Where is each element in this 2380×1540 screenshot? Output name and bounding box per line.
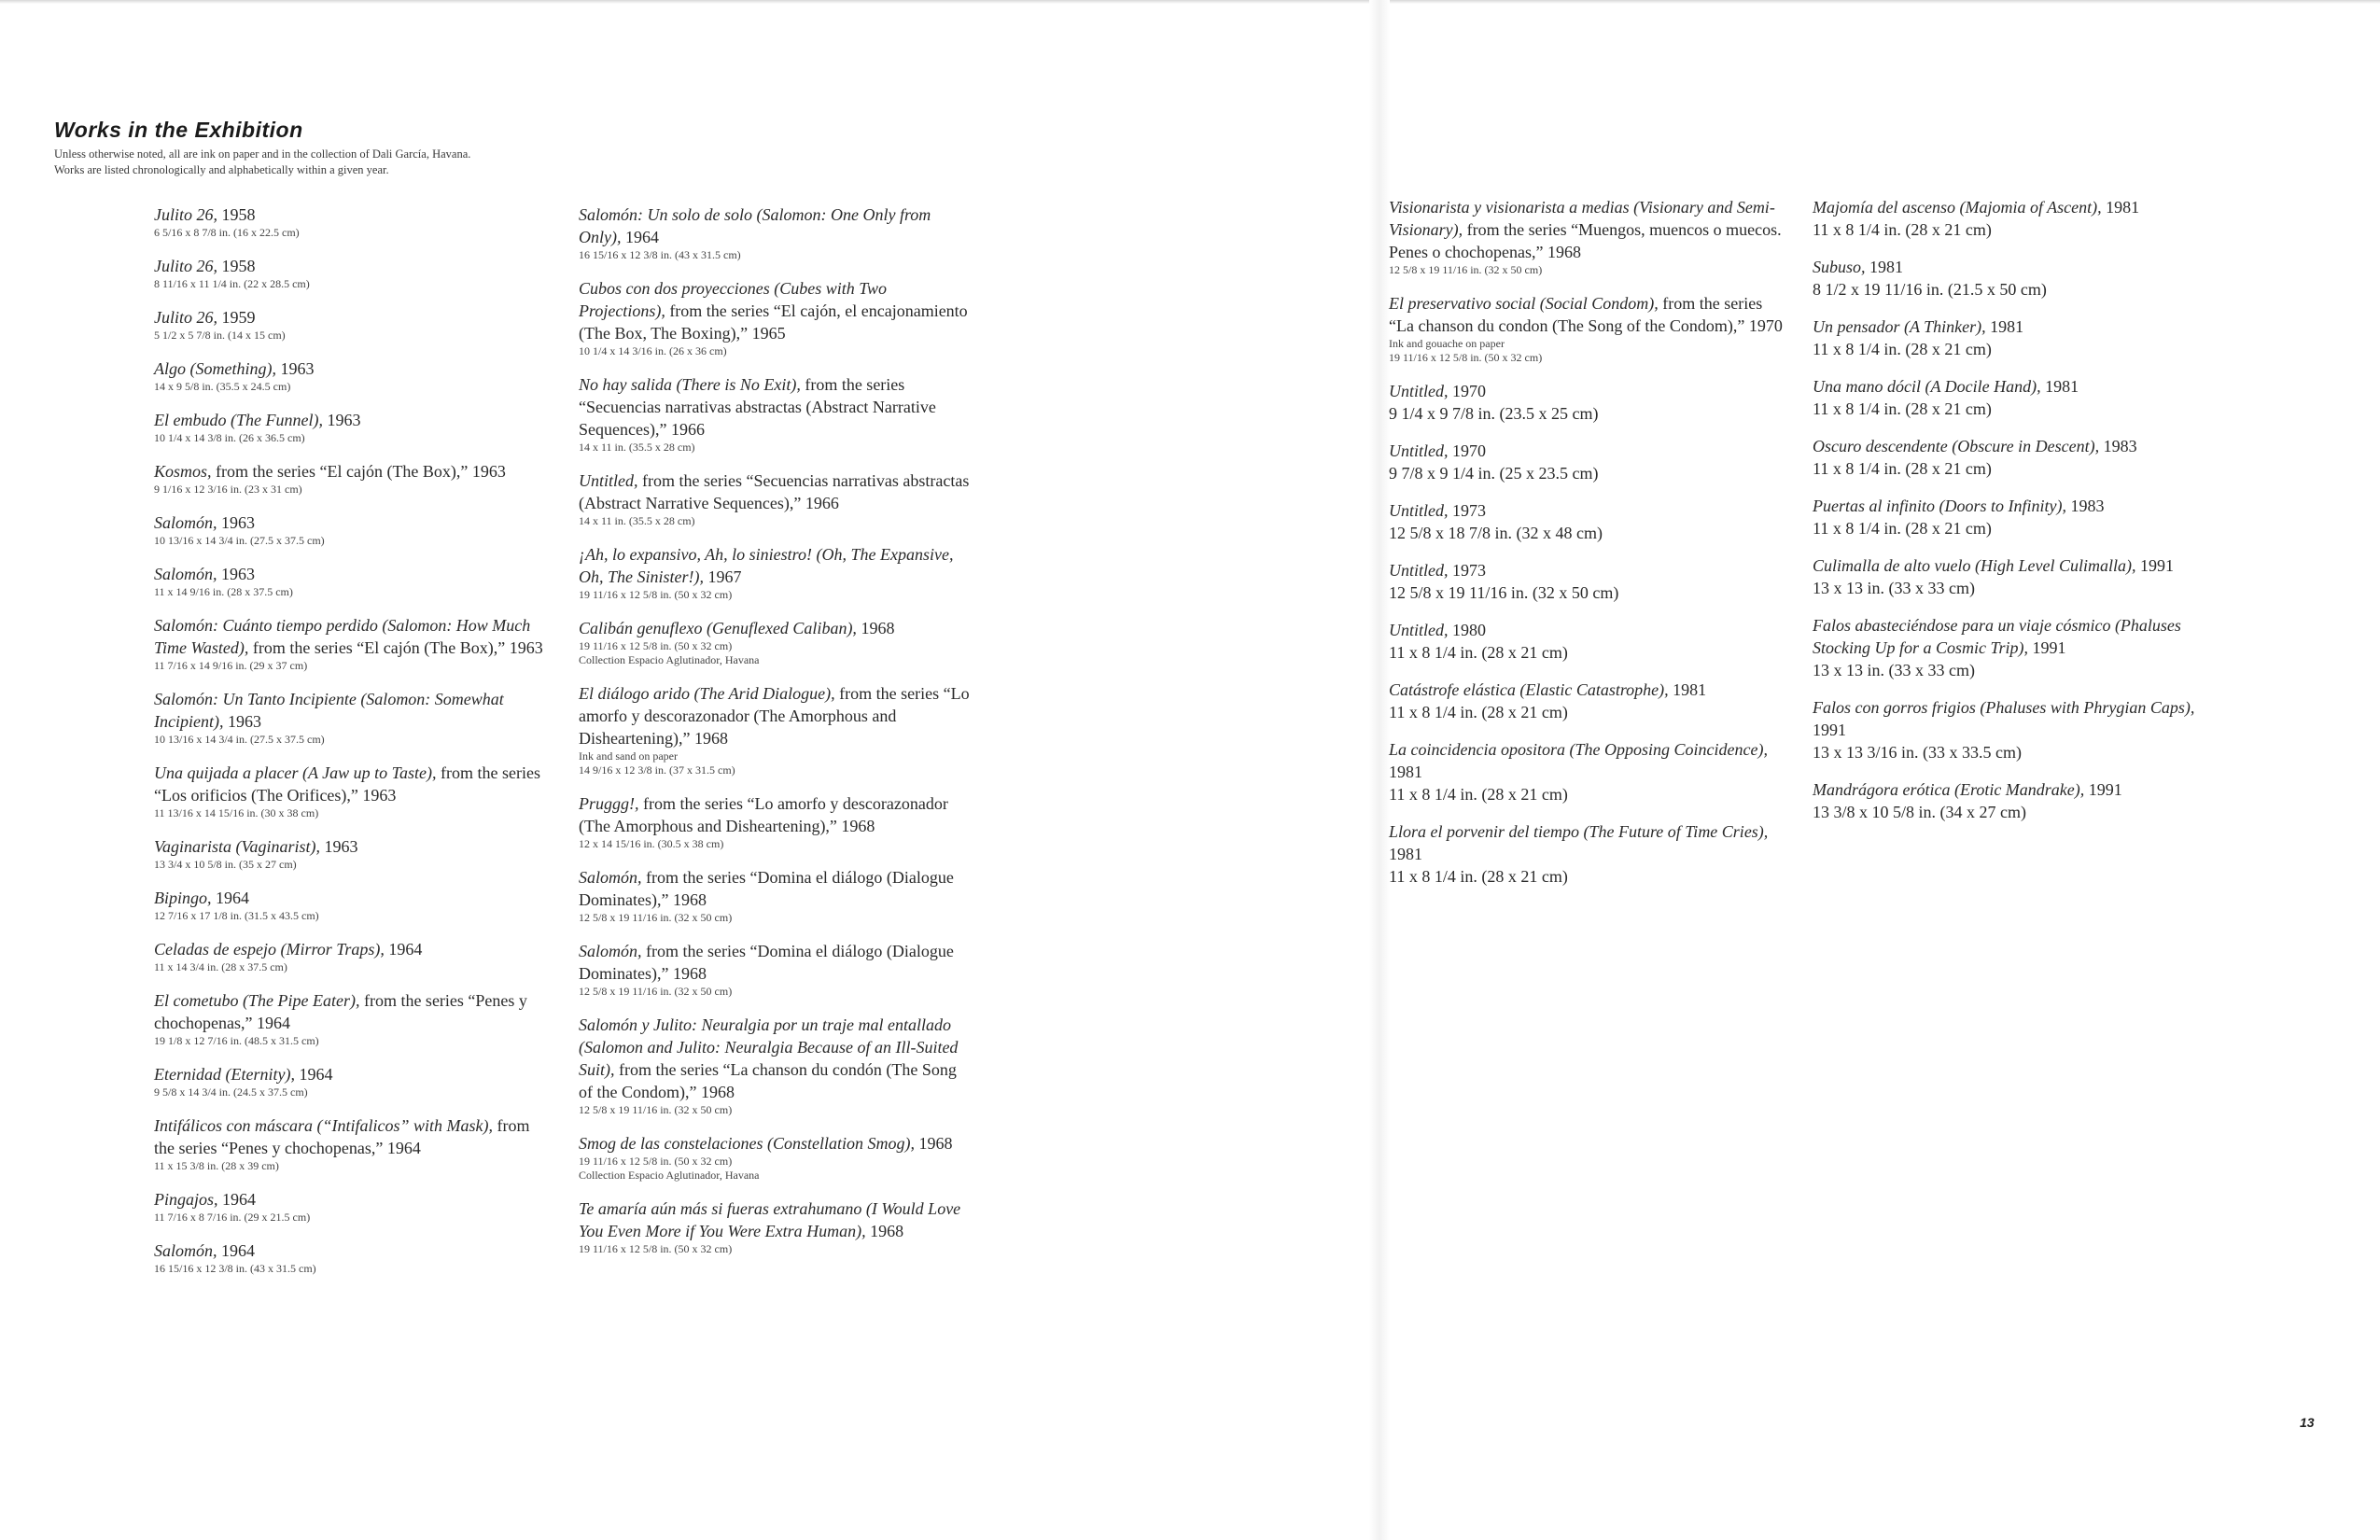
work-entry — [579, 277, 971, 358]
work-entry — [154, 1239, 546, 1276]
work-title — [154, 1114, 546, 1159]
work-collection: Collection Espacio Aglutinador, Havana — [579, 653, 760, 666]
work-title-italic: El preservativo social (Social Condom), — [1389, 294, 1659, 313]
work-title-italic: Kosmos, — [154, 462, 212, 481]
work-title — [1813, 778, 2214, 801]
work-dimensions: 10 13/16 x 14 3/4 in. (27.5 x 37.5 cm) — [154, 534, 325, 547]
work-entry — [1389, 820, 1790, 888]
work-dimensions: 9 7/8 x 9 1/4 in. (25 x 23.5 cm) — [1389, 464, 1599, 483]
work-entry — [579, 1132, 971, 1183]
work-title-italic: Catástrofe elástica (Elastic Catastrophe), — [1389, 680, 1669, 699]
work-title-italic: El cometubo (The Pipe Eater), — [154, 991, 360, 1010]
work-dimensions: 12 7/16 x 17 1/8 in. (31.5 x 43.5 cm) — [154, 909, 319, 922]
work-title — [1813, 375, 2214, 398]
work-title — [154, 255, 546, 277]
work-title — [579, 940, 971, 985]
work-title — [579, 866, 971, 911]
work-dimensions: 19 11/16 x 12 5/8 in. (50 x 32 cm) — [1389, 351, 1543, 364]
work-title-italic: Salomón, — [154, 1241, 217, 1260]
work-title-italic: Salomón: Cuánto tiempo perdido (Salomon: How Much Time Wasted), — [154, 616, 531, 657]
work-title-detail: 1963 — [217, 513, 255, 532]
work-dimensions: 19 11/16 x 12 5/8 in. (50 x 32 cm) — [579, 588, 733, 601]
work-dimensions: 19 11/16 x 12 5/8 in. (50 x 32 cm) — [579, 1242, 733, 1255]
work-title-detail: from the series “Domina el diálogo (Dialogue Dominates),” 1968 — [579, 942, 954, 983]
work-title — [154, 1188, 546, 1211]
work-entry — [154, 1188, 546, 1225]
work-dimensions: 12 x 14 15/16 in. (30.5 x 38 cm) — [579, 837, 724, 850]
work-dimensions: 16 15/16 x 12 3/8 in. (43 x 31.5 cm) — [154, 1262, 316, 1275]
work-entry — [1813, 495, 2214, 539]
work-dimensions: 11 x 8 1/4 in. (28 x 21 cm) — [1389, 785, 1568, 804]
work-dimensions: 12 5/8 x 19 11/16 in. (32 x 50 cm) — [579, 1103, 733, 1116]
work-title-detail: from the series “Secuencias narrativas abstractas (Abstract Narrative Sequences),” 1966 — [579, 471, 970, 512]
work-title-detail: 1981 — [1865, 258, 1904, 276]
work-title-detail: 1981 — [1389, 845, 1422, 863]
work-title — [154, 563, 546, 585]
work-entry — [579, 469, 971, 528]
work-entry — [1389, 380, 1790, 425]
work-dimensions: 13 x 13 in. (33 x 33 cm) — [1813, 661, 1975, 679]
work-title-detail: 1958 — [217, 257, 256, 275]
work-title — [154, 203, 546, 226]
work-title — [579, 682, 971, 749]
work-title-italic: Untitled, — [1389, 621, 1449, 639]
work-title — [154, 460, 546, 483]
work-entry — [579, 1014, 971, 1117]
work-title-detail: 1968 — [914, 1134, 953, 1153]
work-dimensions: 12 5/8 x 18 7/8 in. (32 x 48 cm) — [1389, 524, 1603, 542]
work-dimensions: 12 5/8 x 19 11/16 in. (32 x 50 cm) — [1389, 583, 1619, 602]
work-entry — [154, 203, 546, 240]
work-title-detail: 1963 — [322, 411, 361, 429]
work-dimensions: 13 x 13 3/16 in. (33 x 33.5 cm) — [1813, 743, 2022, 762]
work-title — [579, 203, 971, 248]
page-header — [54, 118, 763, 178]
work-title-italic: Pingajos, — [154, 1190, 218, 1209]
work-title — [1389, 292, 1790, 337]
work-entry — [579, 1197, 971, 1256]
work-title-italic: El diálogo arido (The Arid Dialogue), — [579, 684, 835, 703]
work-title — [579, 1197, 971, 1242]
work-title — [1813, 495, 2214, 517]
work-entry — [579, 940, 971, 999]
work-title-italic: Cubos con dos proyecciones (Cubes with Two Projections), — [579, 279, 887, 320]
works-column-4 — [1813, 196, 2214, 838]
work-title-italic: Celadas de espejo (Mirror Traps), — [154, 940, 385, 959]
work-title-detail: from the series “Domina el diálogo (Dialogue Dominates),” 1968 — [579, 868, 954, 909]
work-title-detail: 1981 — [1389, 763, 1422, 781]
work-dimensions: 11 x 14 3/4 in. (28 x 37.5 cm) — [154, 960, 287, 973]
work-title — [1389, 619, 1790, 641]
work-title-detail: 1981 — [2040, 377, 2079, 396]
work-dimensions: 10 1/4 x 14 3/16 in. (26 x 36 cm) — [579, 344, 727, 357]
work-title-detail: 1964 — [621, 228, 659, 246]
work-title-detail: 1964 — [217, 1190, 257, 1209]
work-dimensions: 11 7/16 x 14 9/16 in. (29 x 37 cm) — [154, 659, 308, 672]
work-title-detail: 1964 — [384, 940, 423, 959]
work-title-italic: Mandrágora erótica (Erotic Mandrake), — [1813, 780, 2085, 799]
work-dimensions: 11 x 8 1/4 in. (28 x 21 cm) — [1813, 519, 1992, 538]
work-title — [1813, 696, 2214, 741]
work-entry — [1813, 375, 2214, 420]
work-title-detail: 1963 — [275, 359, 315, 378]
work-entry — [154, 563, 546, 599]
work-entry — [1813, 778, 2214, 823]
work-title-detail: 1964 — [217, 1241, 255, 1260]
work-dimensions: 6 5/16 x 8 7/8 in. (16 x 22.5 cm) — [154, 226, 300, 239]
work-entry — [579, 617, 971, 667]
work-title — [154, 762, 546, 806]
work-entry — [1389, 292, 1790, 365]
work-title-italic: Salomón, — [154, 565, 217, 583]
page-number: 13 — [2300, 1415, 2315, 1430]
work-entry — [1813, 435, 2214, 480]
work-entry — [154, 306, 546, 343]
work-title-detail: 1967 — [704, 567, 742, 586]
work-title-italic: Majomía del ascenso (Majomia of Ascent), — [1813, 198, 2102, 217]
work-dimensions: 11 x 8 1/4 in. (28 x 21 cm) — [1813, 459, 1992, 478]
work-title-detail: 1983 — [2099, 437, 2137, 455]
work-title-italic: No hay salida (There is No Exit), — [579, 375, 801, 394]
work-entry — [1813, 315, 2214, 360]
work-entry — [1813, 256, 2214, 301]
work-title-italic: Te amaría aún más si fueras extrahumano (I Would Love You Even More if You Were Extra Human), — [579, 1199, 961, 1240]
work-title — [579, 617, 971, 639]
work-title-italic: Calibán genuflexo (Genuflexed Caliban), — [579, 619, 857, 637]
work-entry — [154, 614, 546, 673]
work-entry — [1389, 499, 1790, 544]
work-dimensions: 11 7/16 x 8 7/16 in. (29 x 21.5 cm) — [154, 1211, 311, 1224]
work-title-italic: ¡Ah, lo expansivo, Ah, lo siniestro! (Oh, The Expansive, Oh, The Sinister!), — [579, 545, 954, 586]
work-title-italic: Eternidad (Eternity), — [154, 1065, 295, 1084]
work-title-detail: from the series “La chanson du condón (The Song of the Condom),” 1968 — [579, 1060, 957, 1101]
work-dimensions: 19 11/16 x 12 5/8 in. (50 x 32 cm) — [579, 639, 733, 652]
work-entry — [154, 409, 546, 445]
work-entry — [154, 887, 546, 923]
work-title-detail: 1963 — [320, 837, 358, 856]
page-spine — [1369, 0, 1390, 1540]
work-dimensions: 11 x 8 1/4 in. (28 x 21 cm) — [1813, 220, 1992, 239]
work-title-italic: Julito 26, — [154, 257, 217, 275]
work-title-italic: Pruggg!, — [579, 794, 639, 813]
work-title — [1813, 614, 2214, 659]
work-entry — [579, 792, 971, 851]
work-title — [579, 1014, 971, 1103]
work-dimensions: 13 x 13 in. (33 x 33 cm) — [1813, 579, 1975, 597]
top-rule — [0, 0, 2380, 4]
work-title-italic: Salomón: Un solo de solo (Salomon: One Only from Only), — [579, 205, 931, 246]
work-entry — [1813, 196, 2214, 241]
work-title-italic: Untitled, — [579, 471, 638, 490]
work-dimensions: 9 1/4 x 9 7/8 in. (23.5 x 25 cm) — [1389, 404, 1599, 423]
work-title-italic: Salomón y Julito: Neuralgia por un traje mal entallado (Salomon and Julito: Neuralgia Because of an Ill-Suited Suit), — [579, 1015, 959, 1079]
work-dimensions: 11 x 8 1/4 in. (28 x 21 cm) — [1813, 340, 1992, 358]
header-note: Works are listed chronologically and alphabetically within a given year. — [54, 163, 389, 176]
work-title-detail: 1963 — [223, 712, 261, 731]
work-dimensions: 8 11/16 x 11 1/4 in. (22 x 28.5 cm) — [154, 277, 310, 290]
work-title — [579, 1132, 971, 1155]
work-title — [154, 409, 546, 431]
work-dimensions: 11 x 14 9/16 in. (28 x 37.5 cm) — [154, 585, 293, 598]
work-title-italic: Bipingo, — [154, 889, 212, 907]
work-title-italic: Oscuro descendente (Obscure in Descent), — [1813, 437, 2100, 455]
work-title-detail: 1970 — [1448, 382, 1486, 400]
work-title-detail: 1981 — [2101, 198, 2140, 217]
work-entry — [154, 511, 546, 548]
work-title-italic: Salomón, — [154, 513, 217, 532]
work-title — [154, 989, 546, 1034]
work-title-detail: from the series “El cajón, el encajonamiento (The Box, The Boxing),” 1965 — [579, 301, 968, 343]
work-title-italic: Falos con gorros frigios (Phaluses with Phrygian Caps), — [1813, 698, 2195, 717]
work-title-italic: Algo (Something), — [154, 359, 276, 378]
work-dimensions: 11 x 8 1/4 in. (28 x 21 cm) — [1389, 703, 1568, 721]
work-title-italic: Visionarista y visionarista a medias (Visionary and Semi-Visionary), — [1389, 198, 1775, 239]
work-title — [154, 1239, 546, 1262]
work-title-detail: from the series “El cajón (The Box),” 1963 — [211, 462, 506, 481]
work-title-detail: 1991 — [2135, 556, 2174, 575]
work-entry — [1389, 619, 1790, 664]
work-entry — [1389, 559, 1790, 604]
work-title — [154, 1063, 546, 1085]
work-entry — [579, 203, 971, 262]
work-title — [1813, 256, 2214, 278]
work-title — [154, 357, 546, 380]
work-entry — [1813, 696, 2214, 763]
work-entry — [1389, 440, 1790, 484]
work-title-detail: from the series “Muengos, muencos o muecos. Penes o chochopenas,” 1968 — [1389, 220, 1782, 261]
work-entry — [154, 1114, 546, 1173]
work-title — [1389, 738, 1790, 783]
work-title-italic: La coincidencia opositora (The Opposing Coincidence), — [1389, 740, 1768, 759]
work-title-italic: Intifálicos con máscara (“Intifalicos” with Mask), — [154, 1116, 493, 1135]
work-title-italic: Julito 26, — [154, 205, 217, 224]
works-column-3 — [1389, 196, 1790, 903]
work-title-italic: Un pensador (A Thinker), — [1813, 317, 1986, 336]
work-title-italic: Llora el porvenir del tiempo (The Future of Time Cries), — [1389, 822, 1769, 841]
work-entry — [1813, 554, 2214, 599]
work-entry — [154, 762, 546, 820]
work-title-detail: 1991 — [2084, 780, 2122, 799]
work-entry — [1389, 196, 1790, 277]
work-dimensions: 11 x 15 3/8 in. (28 x 39 cm) — [154, 1159, 279, 1172]
work-title-detail: 1964 — [211, 889, 249, 907]
work-title-detail: 1958 — [217, 205, 256, 224]
work-dimensions: 11 13/16 x 14 15/16 in. (30 x 38 cm) — [154, 806, 319, 819]
work-title-italic: Julito 26, — [154, 308, 217, 327]
work-entry — [154, 938, 546, 974]
work-title-detail: 1973 — [1448, 561, 1486, 580]
work-title-detail: 1981 — [1985, 317, 2024, 336]
work-dimensions: 12 5/8 x 19 11/16 in. (32 x 50 cm) — [579, 911, 733, 924]
work-title-detail: 1983 — [2066, 497, 2105, 515]
work-entry — [154, 255, 546, 291]
work-title-italic: Untitled, — [1389, 501, 1449, 520]
work-entry — [1389, 738, 1790, 805]
work-title — [154, 511, 546, 534]
work-dimensions: 11 x 8 1/4 in. (28 x 21 cm) — [1389, 643, 1568, 662]
work-title-italic: Subuso, — [1813, 258, 1866, 276]
work-dimensions: 19 1/8 x 12 7/16 in. (48.5 x 31.5 cm) — [154, 1034, 319, 1047]
work-title-detail: from the series “Secuencias narrativas abstractas (Abstract Narrative Sequences),” 1966 — [579, 375, 936, 439]
work-title-italic: El embudo (The Funnel), — [154, 411, 323, 429]
work-entry — [579, 373, 971, 455]
work-dimensions: 16 15/16 x 12 3/8 in. (43 x 31.5 cm) — [579, 248, 741, 261]
work-title — [1389, 440, 1790, 462]
work-entry — [1813, 614, 2214, 681]
work-entry — [154, 357, 546, 394]
work-title-detail: 1963 — [217, 565, 255, 583]
work-dimensions: 12 5/8 x 19 11/16 in. (32 x 50 cm) — [579, 985, 733, 998]
work-title — [154, 614, 546, 659]
work-entry — [579, 866, 971, 925]
work-title-italic: Untitled, — [1389, 441, 1449, 460]
page-title: Works in the Exhibition — [54, 118, 303, 142]
work-title-italic: Salomón, — [579, 942, 642, 960]
work-title — [1389, 559, 1790, 581]
work-title-detail: from the series “Lo amorfo y descorazonador (The Amorphous and Disheartening),” 1968 — [579, 794, 948, 835]
work-title — [154, 688, 546, 733]
work-title-detail: 1970 — [1448, 441, 1486, 460]
work-title — [1813, 435, 2214, 457]
works-column-2 — [579, 203, 971, 1271]
work-title — [579, 277, 971, 344]
work-title-detail: from the series “La chanson du condon (The Song of the Condom),” 1970 — [1389, 294, 1783, 335]
work-title-detail: 1991 — [2028, 638, 2066, 657]
work-title-detail: from the series “El cajón (The Box),” 1963 — [248, 638, 543, 657]
work-dimensions: 10 1/4 x 14 3/8 in. (26 x 36.5 cm) — [154, 431, 305, 444]
work-title-detail: from the series “Los orificios (The Orifices),” 1963 — [154, 763, 540, 805]
work-collection: Collection Espacio Aglutinador, Havana — [579, 1169, 760, 1182]
work-title-detail: 1968 — [865, 1222, 904, 1240]
work-title — [1813, 196, 2214, 218]
work-title — [579, 543, 971, 588]
work-dimensions: 13 3/4 x 10 5/8 in. (35 x 27 cm) — [154, 858, 297, 871]
work-entry — [154, 989, 546, 1048]
work-dimensions: 19 11/16 x 12 5/8 in. (50 x 32 cm) — [579, 1155, 733, 1168]
work-entry — [154, 688, 546, 747]
work-entry — [154, 835, 546, 872]
work-title-italic: Untitled, — [1389, 561, 1449, 580]
work-medium: Ink and gouache on paper — [1389, 337, 1505, 350]
work-title — [579, 469, 971, 514]
work-dimensions: 11 x 8 1/4 in. (28 x 21 cm) — [1389, 867, 1568, 886]
work-dimensions: 9 5/8 x 14 3/4 in. (24.5 x 37.5 cm) — [154, 1085, 308, 1099]
work-entry — [154, 460, 546, 497]
work-entry — [154, 1063, 546, 1099]
work-entry — [579, 543, 971, 602]
work-dimensions: 14 x 11 in. (35.5 x 28 cm) — [579, 514, 695, 527]
work-title — [1389, 380, 1790, 402]
work-title-detail: 1991 — [1813, 721, 1846, 739]
work-medium: Ink and sand on paper — [579, 749, 678, 763]
work-title — [579, 792, 971, 837]
work-title-detail: from the series “Penes y chochopenas,” 1964 — [154, 991, 527, 1032]
work-title-detail: from the series “Lo amorfo y descorazonador (The Amorphous and Disheartening),” 1968 — [579, 684, 970, 748]
work-title-detail: 1973 — [1448, 501, 1486, 520]
work-title-detail: from the series “Penes y chochopenas,” 1964 — [154, 1116, 530, 1157]
work-title — [1389, 820, 1790, 865]
work-dimensions: 5 1/2 x 5 7/8 in. (14 x 15 cm) — [154, 329, 286, 342]
work-title — [1389, 679, 1790, 701]
work-title-italic: Smog de las constelaciones (Constellation Smog), — [579, 1134, 915, 1153]
work-title — [1389, 196, 1790, 263]
work-title — [154, 938, 546, 960]
work-title-italic: Salomón: Un Tanto Incipiente (Salomon: Somewhat Incipient), — [154, 690, 504, 731]
work-title — [154, 887, 546, 909]
work-title-detail: 1964 — [294, 1065, 333, 1084]
work-entry — [579, 682, 971, 777]
work-dimensions: 11 x 8 1/4 in. (28 x 21 cm) — [1813, 399, 1992, 418]
works-column-1 — [154, 203, 546, 1291]
work-dimensions: 14 9/16 x 12 3/8 in. (37 x 31.5 cm) — [579, 763, 735, 777]
work-dimensions: 10 13/16 x 14 3/4 in. (27.5 x 37.5 cm) — [154, 733, 325, 746]
work-title-italic: Una mano dócil (A Docile Hand), — [1813, 377, 2041, 396]
work-title-italic: Untitled, — [1389, 382, 1449, 400]
work-title — [154, 835, 546, 858]
work-title-italic: Vaginarista (Vaginarist), — [154, 837, 321, 856]
work-title-italic: Falos abasteciéndose para un viaje cósmico (Phaluses Stocking Up for a Cosmic Trip), — [1813, 616, 2181, 657]
work-title-italic: Culimalla de alto vuelo (High Level Culimalla), — [1813, 556, 2136, 575]
work-title-italic: Salomón, — [579, 868, 642, 887]
work-title-italic: Puertas al infinito (Doors to Infinity), — [1813, 497, 2066, 515]
work-title-detail: 1980 — [1448, 621, 1486, 639]
work-title-detail: 1968 — [856, 619, 895, 637]
work-title-detail: 1959 — [217, 308, 256, 327]
work-dimensions: 13 3/8 x 10 5/8 in. (34 x 27 cm) — [1813, 803, 2026, 821]
work-dimensions: 8 1/2 x 19 11/16 in. (21.5 x 50 cm) — [1813, 280, 2047, 299]
work-title — [1813, 554, 2214, 577]
work-dimensions: 14 x 11 in. (35.5 x 28 cm) — [579, 441, 695, 454]
work-entry — [1389, 679, 1790, 723]
work-title — [154, 306, 546, 329]
work-dimensions: 14 x 9 5/8 in. (35.5 x 24.5 cm) — [154, 380, 291, 393]
work-dimensions: 12 5/8 x 19 11/16 in. (32 x 50 cm) — [1389, 263, 1543, 276]
work-dimensions: 9 1/16 x 12 3/16 in. (23 x 31 cm) — [154, 483, 302, 496]
work-title-detail: 1981 — [1668, 680, 1707, 699]
work-title-italic: Una quijada a placer (A Jaw up to Taste), — [154, 763, 437, 782]
work-title — [1389, 499, 1790, 522]
header-note: Unless otherwise noted, all are ink on paper and in the collection of Dali García, Havana. — [54, 147, 471, 161]
work-title — [1813, 315, 2214, 338]
work-title — [579, 373, 971, 441]
